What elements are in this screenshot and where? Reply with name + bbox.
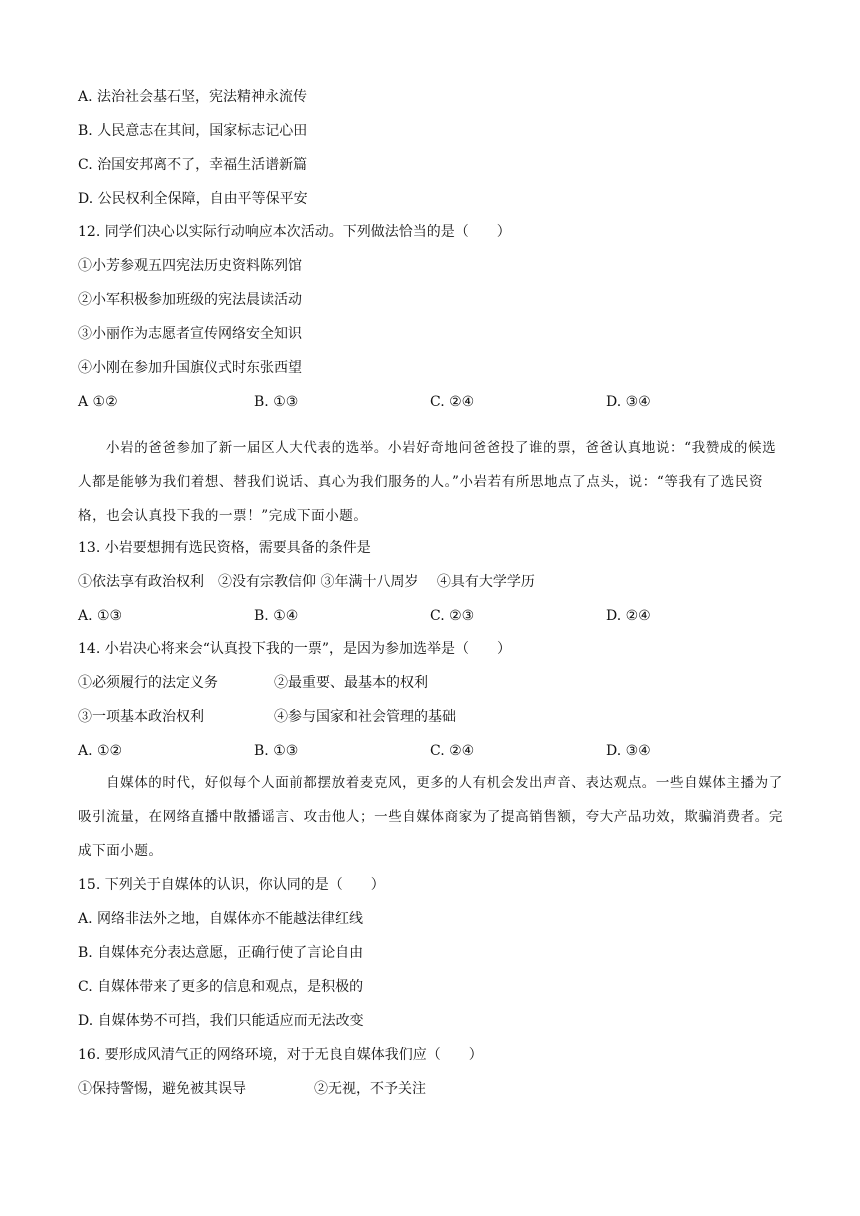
q14-stem: 14. 小岩决心将来会“认真投下我的一票”，是因为参加选举是（ ） <box>78 641 512 657</box>
q12-item-1: ①小芳参观五四宪法历史资料陈列馆 <box>78 258 302 274</box>
q14-item-2: ②最重要、最基本的权利 <box>274 675 428 691</box>
q12-stem: 12. 同学们决心以实际行动响应本次活动。下列做法恰当的是（ ） <box>78 224 511 240</box>
q14-item-1: ①必须履行的法定义务 <box>78 675 218 691</box>
q13-items: ①依法享有政治权利 ②没有宗教信仰 ③年满十八周岁 ④具有大学学历 <box>78 574 535 590</box>
q13-choice-c: C. ②③ <box>430 608 475 624</box>
q13-stem: 13. 小岩要想拥有选民资格，需要具备的条件是 <box>78 540 371 556</box>
q15-stem: 15. 下列关于自媒体的认识，你认同的是（ ） <box>78 877 385 893</box>
q11-option-c: C. 治国安邦离不了，幸福生活谱新篇 <box>78 157 308 173</box>
q15-option-c: C. 自媒体带来了更多的信息和观点，是积极的 <box>78 979 364 995</box>
q11-option-b: B. 人民意志在其间，国家标志记心田 <box>78 123 308 139</box>
q13-choice-b: B. ①④ <box>254 608 299 624</box>
q15-option-a: A. 网络非法外之地，自媒体亦不能越法律红线 <box>78 911 364 927</box>
q14-choice-c: C. ②④ <box>430 743 475 759</box>
q16-item-1: ①保持警惕，避免被其误导 <box>78 1081 246 1097</box>
q16-item-2: ②无视，不予关注 <box>314 1081 426 1097</box>
passage-election: 小岩的爸爸参加了新一届区人大代表的选举。小岩好奇地问爸爸投了谁的票，爸爸认真地说：“我赞成的候选人都是能够为我们着想、替我们说话、真心为我们服务的人。”小岩若有所思地点了点头，说：“等我有了选民资格，也会认真投下我的一票！”完成下面小题。 <box>78 440 777 524</box>
q12-choice-a: A ①② <box>78 394 118 410</box>
q11-option-a: A. 法治社会基石坚，宪法精神永流传 <box>78 89 308 105</box>
q14-item-3: ③一项基本政治权利 <box>78 709 204 725</box>
q11-option-d: D. 公民权利全保障，自由平等保平安 <box>78 191 308 207</box>
q13-choice-a: A. ①③ <box>78 608 123 624</box>
q15-option-b: B. 自媒体充分表达意愿，正确行使了言论自由 <box>78 945 364 961</box>
q12-choice-b: B. ①③ <box>254 394 299 410</box>
q12-choice-d: D. ③④ <box>606 394 651 410</box>
q13-choice-d: D. ②④ <box>606 608 651 624</box>
q12-item-3: ③小丽作为志愿者宣传网络安全知识 <box>78 326 302 342</box>
q14-choice-a: A. ①② <box>78 743 123 759</box>
q12-item-4: ④小刚在参加升国旗仪式时东张西望 <box>78 360 302 376</box>
q14-choice-d: D. ③④ <box>606 743 651 759</box>
passage-self-media: 自媒体的时代，好似每个人面前都摆放着麦克风，更多的人有机会发出声音、表达观点。一些自媒体主播为了吸引流量，在网络直播中散播谣言、攻击他人；一些自媒体商家为了提高销售额，夸大产品功效，欺骗消费者。完成下面小题。 <box>78 775 783 859</box>
q12-item-2: ②小军积极参加班级的宪法晨读活动 <box>78 292 302 308</box>
q14-choice-b: B. ①③ <box>254 743 299 759</box>
q15-option-d: D. 自媒体势不可挡，我们只能适应而无法改变 <box>78 1013 364 1029</box>
q14-item-4: ④参与国家和社会管理的基础 <box>274 709 456 725</box>
q16-stem: 16. 要形成风清气正的网络环境，对于无良自媒体我们应（ ） <box>78 1047 483 1063</box>
q12-choice-c: C. ②④ <box>430 394 475 410</box>
